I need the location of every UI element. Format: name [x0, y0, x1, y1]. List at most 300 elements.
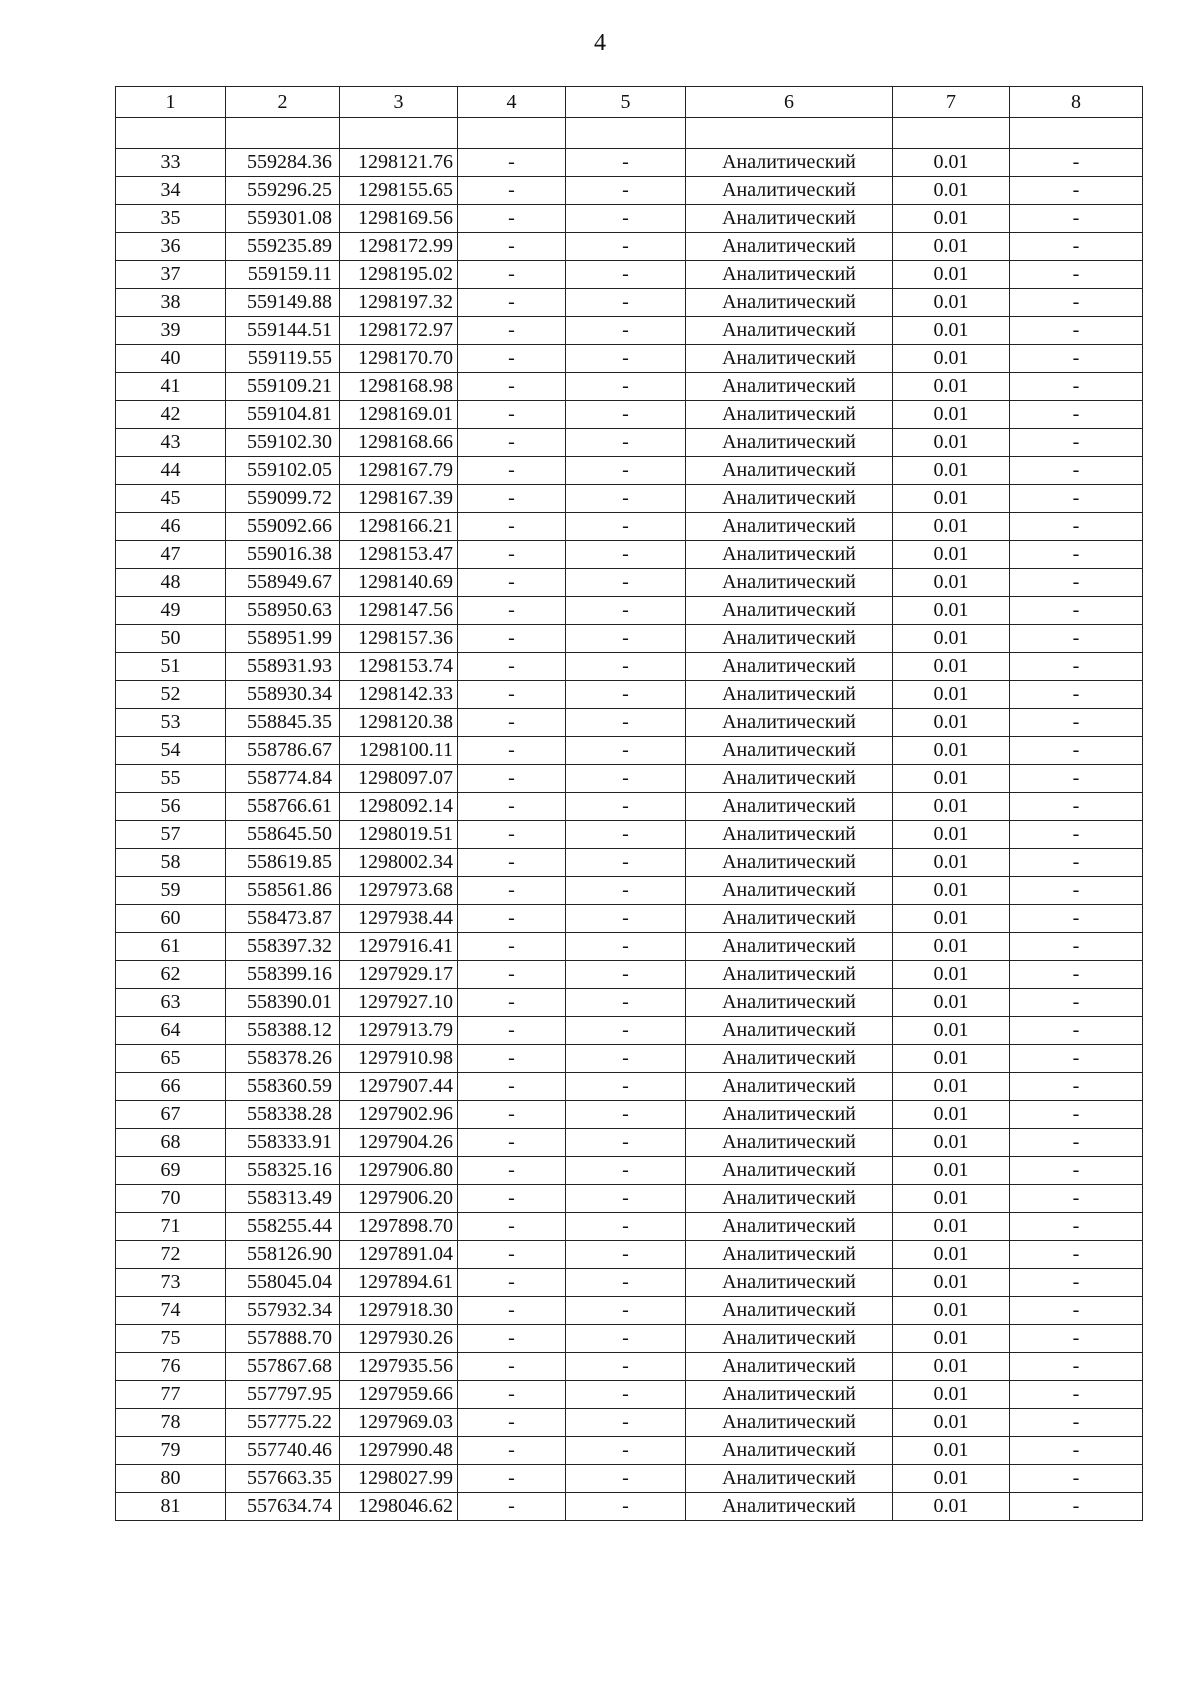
table-cell: - — [1010, 1073, 1143, 1101]
table-cell: - — [566, 1185, 686, 1213]
table-cell: 1298166.21 — [340, 513, 458, 541]
table-cell: - — [566, 177, 686, 205]
table-cell: 1297910.98 — [340, 1045, 458, 1073]
table-cell: 65 — [116, 1045, 226, 1073]
table-cell: 559296.25 — [226, 177, 340, 205]
table-cell: - — [566, 1437, 686, 1465]
table-row — [116, 1493, 1143, 1521]
table-row — [116, 1269, 1143, 1297]
table-cell: 1298147.56 — [340, 597, 458, 625]
table-row — [116, 233, 1143, 261]
table-cell: 67 — [116, 1101, 226, 1129]
table-cell: - — [1010, 905, 1143, 933]
table-cell: 66 — [116, 1073, 226, 1101]
table-cell: - — [458, 205, 566, 233]
table-row — [116, 569, 1143, 597]
table-row — [116, 429, 1143, 457]
table-cell: - — [458, 541, 566, 569]
table-cell: 558255.44 — [226, 1213, 340, 1241]
table-cell: 1298019.51 — [340, 821, 458, 849]
table-cell: 37 — [116, 261, 226, 289]
table-cell: 46 — [116, 513, 226, 541]
table-cell: Аналитический — [686, 569, 893, 597]
table-cell: 58 — [116, 849, 226, 877]
table-cell: - — [566, 345, 686, 373]
table-cell: - — [1010, 177, 1143, 205]
table-cell: - — [458, 849, 566, 877]
table-cell: - — [458, 1157, 566, 1185]
table-cell: 81 — [116, 1493, 226, 1521]
table-cell: 558561.86 — [226, 877, 340, 905]
table-cell: Аналитический — [686, 821, 893, 849]
table-cell: 48 — [116, 569, 226, 597]
table-cell: - — [458, 1213, 566, 1241]
table-cell: 0.01 — [893, 1017, 1010, 1045]
table-cell: - — [566, 1241, 686, 1269]
page-number: 4 — [594, 30, 606, 56]
table-cell: 1298120.38 — [340, 709, 458, 737]
table-cell: - — [458, 429, 566, 457]
table-cell: - — [1010, 1045, 1143, 1073]
table-cell: - — [458, 1017, 566, 1045]
table-cell: 1298157.36 — [340, 625, 458, 653]
table-cell: 558949.67 — [226, 569, 340, 597]
table-cell: - — [566, 1465, 686, 1493]
table-cell: - — [1010, 877, 1143, 905]
table-row — [116, 709, 1143, 737]
table-cell: 1298195.02 — [340, 261, 458, 289]
table-row — [116, 933, 1143, 961]
table-cell: 559092.66 — [226, 513, 340, 541]
table-cell: - — [566, 541, 686, 569]
table-cell: 1297969.03 — [340, 1409, 458, 1437]
table-cell: 558766.61 — [226, 793, 340, 821]
table-cell: 0.01 — [893, 933, 1010, 961]
table-cell: - — [458, 1241, 566, 1269]
table-cell: 558619.85 — [226, 849, 340, 877]
table-cell: 1298169.56 — [340, 205, 458, 233]
table-row — [116, 149, 1143, 177]
table-cell: - — [458, 793, 566, 821]
table-cell: - — [1010, 1353, 1143, 1381]
table-cell: - — [1010, 457, 1143, 485]
table-cell: Аналитический — [686, 765, 893, 793]
table-cell: 0.01 — [893, 1325, 1010, 1353]
table-cell: - — [458, 457, 566, 485]
table-cell — [893, 118, 1010, 149]
table-cell: - — [566, 905, 686, 933]
table-cell: 0.01 — [893, 289, 1010, 317]
table-cell: 0.01 — [893, 513, 1010, 541]
table-cell: 0.01 — [893, 485, 1010, 513]
table-cell: Аналитический — [686, 345, 893, 373]
table-cell: 0.01 — [893, 373, 1010, 401]
table-row — [116, 1297, 1143, 1325]
table-cell: - — [458, 401, 566, 429]
table-cell: 1298167.39 — [340, 485, 458, 513]
table-row — [116, 821, 1143, 849]
table-row — [116, 765, 1143, 793]
table-cell: 1298046.62 — [340, 1493, 458, 1521]
table-cell: Аналитический — [686, 989, 893, 1017]
table-cell: 0.01 — [893, 1101, 1010, 1129]
table-cell: - — [458, 625, 566, 653]
table-cell: - — [1010, 317, 1143, 345]
table-cell: - — [458, 485, 566, 513]
table-cell: 558360.59 — [226, 1073, 340, 1101]
table-cell — [226, 118, 340, 149]
header-row — [116, 87, 1143, 118]
table-cell: Аналитический — [686, 681, 893, 709]
table-cell: 0.01 — [893, 569, 1010, 597]
table-cell: 558951.99 — [226, 625, 340, 653]
table-cell: - — [566, 1213, 686, 1241]
table-row — [116, 541, 1143, 569]
table-cell: - — [566, 1129, 686, 1157]
table-cell: 559102.30 — [226, 429, 340, 457]
table-cell: 0.01 — [893, 1129, 1010, 1157]
table-cell: Аналитический — [686, 1157, 893, 1185]
table-cell: 68 — [116, 1129, 226, 1157]
table-cell: - — [1010, 1437, 1143, 1465]
table-cell: 0.01 — [893, 261, 1010, 289]
table-cell: 0.01 — [893, 345, 1010, 373]
table-cell: - — [566, 1269, 686, 1297]
table-cell: Аналитический — [686, 877, 893, 905]
table-cell: - — [566, 737, 686, 765]
table-cell: Аналитический — [686, 1213, 893, 1241]
table-cell: 558930.34 — [226, 681, 340, 709]
table-cell: - — [566, 709, 686, 737]
table-cell: 55 — [116, 765, 226, 793]
table-cell: Аналитический — [686, 905, 893, 933]
table-cell: 0.01 — [893, 429, 1010, 457]
table-cell: 0.01 — [893, 681, 1010, 709]
table-cell: - — [1010, 1325, 1143, 1353]
table-cell: 39 — [116, 317, 226, 345]
column-header: 3 — [340, 87, 458, 118]
table-row — [116, 457, 1143, 485]
table-cell: 74 — [116, 1297, 226, 1325]
table-cell: 69 — [116, 1157, 226, 1185]
table-cell: 1298142.33 — [340, 681, 458, 709]
table-row — [116, 317, 1143, 345]
table-cell: 1297973.68 — [340, 877, 458, 905]
table-cell: 1298172.99 — [340, 233, 458, 261]
table-cell: - — [1010, 373, 1143, 401]
table-cell: 1297927.10 — [340, 989, 458, 1017]
table-cell: 1298155.65 — [340, 177, 458, 205]
table-cell: 1297906.20 — [340, 1185, 458, 1213]
table-cell: Аналитический — [686, 1045, 893, 1073]
table-cell: 1297930.26 — [340, 1325, 458, 1353]
table-cell: - — [566, 765, 686, 793]
table-cell: 57 — [116, 821, 226, 849]
table-cell: 79 — [116, 1437, 226, 1465]
table-cell: 63 — [116, 989, 226, 1017]
table-cell: - — [1010, 569, 1143, 597]
table-cell: 0.01 — [893, 317, 1010, 345]
table-cell: 559016.38 — [226, 541, 340, 569]
table-cell: - — [458, 597, 566, 625]
table-cell: 1298002.34 — [340, 849, 458, 877]
table-cell — [1010, 118, 1143, 149]
table-row — [116, 961, 1143, 989]
table-row — [116, 1437, 1143, 1465]
table-cell: 1297907.44 — [340, 1073, 458, 1101]
table-cell: 1298167.79 — [340, 457, 458, 485]
table-cell: 0.01 — [893, 961, 1010, 989]
table-cell: - — [458, 1129, 566, 1157]
table-cell: - — [1010, 149, 1143, 177]
table-cell: - — [458, 1465, 566, 1493]
table-cell: Аналитический — [686, 401, 893, 429]
table-cell: - — [1010, 1297, 1143, 1325]
table-cell: 1298027.99 — [340, 1465, 458, 1493]
table-row — [116, 989, 1143, 1017]
table-row — [116, 737, 1143, 765]
table-cell: 0.01 — [893, 1073, 1010, 1101]
table-cell: 0.01 — [893, 1465, 1010, 1493]
table-cell: - — [1010, 485, 1143, 513]
column-header: 7 — [893, 87, 1010, 118]
table-row — [116, 681, 1143, 709]
table-cell: - — [458, 653, 566, 681]
table-cell: - — [458, 1381, 566, 1409]
table-cell: 558333.91 — [226, 1129, 340, 1157]
table-cell: 0.01 — [893, 1381, 1010, 1409]
table-cell: 64 — [116, 1017, 226, 1045]
table-row — [116, 1409, 1143, 1437]
table-cell: - — [458, 1073, 566, 1101]
table-cell: 0.01 — [893, 1045, 1010, 1073]
table-cell: - — [1010, 1409, 1143, 1437]
table-row — [116, 1465, 1143, 1493]
table-row — [116, 625, 1143, 653]
table-cell: - — [458, 289, 566, 317]
table-cell: - — [566, 513, 686, 541]
table-cell: 50 — [116, 625, 226, 653]
table-cell: 44 — [116, 457, 226, 485]
table-cell: 558845.35 — [226, 709, 340, 737]
table-cell: 558473.87 — [226, 905, 340, 933]
table-cell: 558126.90 — [226, 1241, 340, 1269]
table-cell: - — [458, 149, 566, 177]
table-cell: 41 — [116, 373, 226, 401]
table-row — [116, 1017, 1143, 1045]
table-cell: - — [458, 177, 566, 205]
table-cell: - — [1010, 737, 1143, 765]
table-cell: 558378.26 — [226, 1045, 340, 1073]
table-cell: - — [1010, 1465, 1143, 1493]
table-cell: - — [566, 1073, 686, 1101]
table-cell — [686, 118, 893, 149]
table-cell: - — [566, 429, 686, 457]
table-cell: - — [1010, 401, 1143, 429]
table-cell: Аналитический — [686, 1465, 893, 1493]
table-cell: 558313.49 — [226, 1185, 340, 1213]
table-cell: 558786.67 — [226, 737, 340, 765]
table-cell: 558045.04 — [226, 1269, 340, 1297]
table-cell: 70 — [116, 1185, 226, 1213]
table-cell: - — [458, 1493, 566, 1521]
table-cell: Аналитический — [686, 737, 893, 765]
table-cell: 35 — [116, 205, 226, 233]
table-cell: - — [566, 1101, 686, 1129]
table-cell: 558390.01 — [226, 989, 340, 1017]
table-cell: 557797.95 — [226, 1381, 340, 1409]
table-cell: 0.01 — [893, 541, 1010, 569]
table-cell: - — [458, 709, 566, 737]
table-cell: - — [566, 597, 686, 625]
blank-row — [116, 118, 1143, 149]
table-cell: 558388.12 — [226, 1017, 340, 1045]
table-cell: 0.01 — [893, 1353, 1010, 1381]
table-cell: 0.01 — [893, 233, 1010, 261]
table-cell: - — [458, 373, 566, 401]
table-cell: - — [458, 1409, 566, 1437]
table-cell: 1297894.61 — [340, 1269, 458, 1297]
table-cell: - — [566, 933, 686, 961]
table-cell: 0.01 — [893, 1157, 1010, 1185]
table-cell: - — [458, 737, 566, 765]
table-cell: - — [458, 877, 566, 905]
table-row — [116, 177, 1143, 205]
table-cell: 0.01 — [893, 905, 1010, 933]
table-cell: 558774.84 — [226, 765, 340, 793]
table-cell: 1297913.79 — [340, 1017, 458, 1045]
table-cell: - — [1010, 429, 1143, 457]
table-row — [116, 485, 1143, 513]
column-header: 2 — [226, 87, 340, 118]
table-cell: Аналитический — [686, 177, 893, 205]
table-cell: 1297935.56 — [340, 1353, 458, 1381]
table-cell: - — [1010, 709, 1143, 737]
table-cell: 0.01 — [893, 821, 1010, 849]
table-cell: - — [566, 1157, 686, 1185]
table-cell: 1298153.74 — [340, 653, 458, 681]
table-cell: 558338.28 — [226, 1101, 340, 1129]
table-cell: 77 — [116, 1381, 226, 1409]
table-cell: - — [566, 233, 686, 261]
table-cell: Аналитический — [686, 1381, 893, 1409]
table-cell: Аналитический — [686, 1325, 893, 1353]
table-row — [116, 1381, 1143, 1409]
table-cell: 1298168.98 — [340, 373, 458, 401]
table-cell: Аналитический — [686, 793, 893, 821]
table-cell: - — [566, 1381, 686, 1409]
table-cell: - — [458, 1353, 566, 1381]
table-cell: - — [566, 821, 686, 849]
table-cell: 559144.51 — [226, 317, 340, 345]
table-cell: 1297918.30 — [340, 1297, 458, 1325]
table-row — [116, 1241, 1143, 1269]
table-cell: Аналитический — [686, 1017, 893, 1045]
table-cell: - — [566, 961, 686, 989]
table-row — [116, 261, 1143, 289]
table-cell: 53 — [116, 709, 226, 737]
table-cell: 0.01 — [893, 1437, 1010, 1465]
table-row — [116, 205, 1143, 233]
table-cell: 559109.21 — [226, 373, 340, 401]
table-cell: - — [458, 681, 566, 709]
table-cell: Аналитический — [686, 1185, 893, 1213]
table-row — [116, 1045, 1143, 1073]
table-cell: 1298121.76 — [340, 149, 458, 177]
table-cell: 73 — [116, 1269, 226, 1297]
table-cell: 36 — [116, 233, 226, 261]
table-cell: - — [1010, 261, 1143, 289]
table-row — [116, 597, 1143, 625]
table-cell: Аналитический — [686, 457, 893, 485]
table-cell: 0.01 — [893, 877, 1010, 905]
column-header: 6 — [686, 87, 893, 118]
table-cell: - — [1010, 597, 1143, 625]
table-cell: 0.01 — [893, 1297, 1010, 1325]
table-cell: 47 — [116, 541, 226, 569]
table-cell: - — [458, 1437, 566, 1465]
table-row — [116, 793, 1143, 821]
table-cell: - — [1010, 1269, 1143, 1297]
table-cell: - — [1010, 793, 1143, 821]
table-cell: 80 — [116, 1465, 226, 1493]
table-cell: - — [566, 849, 686, 877]
table-cell: 1298197.32 — [340, 289, 458, 317]
table-row — [116, 401, 1143, 429]
table-cell: Аналитический — [686, 1129, 893, 1157]
table-cell: - — [458, 933, 566, 961]
table-row — [116, 373, 1143, 401]
table-cell: - — [566, 1297, 686, 1325]
table-cell: - — [1010, 541, 1143, 569]
table-cell: Аналитический — [686, 933, 893, 961]
table-cell: Аналитический — [686, 233, 893, 261]
table-cell: 54 — [116, 737, 226, 765]
table-cell: - — [1010, 1381, 1143, 1409]
table-cell: 38 — [116, 289, 226, 317]
table-cell: Аналитический — [686, 541, 893, 569]
table-cell: 0.01 — [893, 625, 1010, 653]
table-cell: 1298169.01 — [340, 401, 458, 429]
table-cell: 61 — [116, 933, 226, 961]
table-cell: Аналитический — [686, 261, 893, 289]
table-cell: - — [458, 905, 566, 933]
table-cell: 1298172.97 — [340, 317, 458, 345]
table-row — [116, 877, 1143, 905]
table-cell: - — [566, 1409, 686, 1437]
table-cell: - — [1010, 849, 1143, 877]
table-cell: 558325.16 — [226, 1157, 340, 1185]
table-cell: 62 — [116, 961, 226, 989]
table-cell: Аналитический — [686, 849, 893, 877]
table-cell: 559235.89 — [226, 233, 340, 261]
table-row — [116, 289, 1143, 317]
table-cell: - — [458, 821, 566, 849]
table-cell: 0.01 — [893, 737, 1010, 765]
table-cell: Аналитический — [686, 289, 893, 317]
table-cell: 559104.81 — [226, 401, 340, 429]
table-cell: 56 — [116, 793, 226, 821]
table-cell: 557932.34 — [226, 1297, 340, 1325]
table-cell: 1298092.14 — [340, 793, 458, 821]
table-cell: - — [1010, 1185, 1143, 1213]
table-cell: - — [566, 317, 686, 345]
table-cell: - — [1010, 653, 1143, 681]
table-cell: 0.01 — [893, 457, 1010, 485]
table-cell: - — [458, 1045, 566, 1073]
table-cell: 0.01 — [893, 1269, 1010, 1297]
table-cell: - — [1010, 989, 1143, 1017]
